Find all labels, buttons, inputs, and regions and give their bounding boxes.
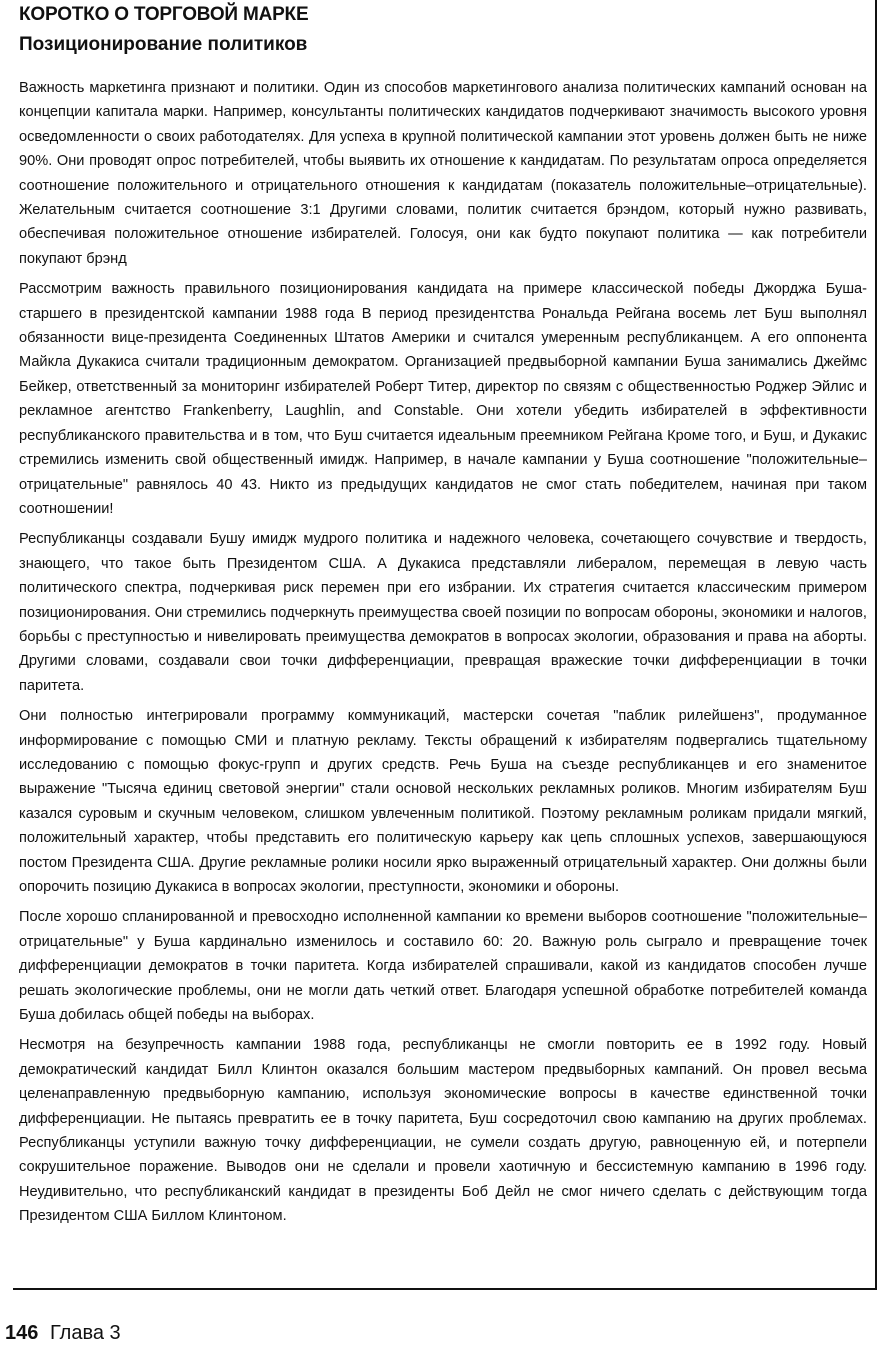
box-body — [19, 76, 867, 1235]
paragraph-4: Они полностью интегрировали программу коммуникаций, мастерски сочетая "паблик рилейшенз", продуманное информирование с помощью СМИ и платную рекламу. Тексты обращений к избирателям подвергались тщательному исследованию с помощью фокус-групп и других средств. Речь Буша на съезде республиканцев и его знаменитое выражение "Тысяча единиц световой энергии" стали основой нескольких рекламных роликов. Многим избирателям Буш казался суровым и скучным человеком, слишком увлеченным политикой. Поэтому рекламным роликам придали мягкий, положительный характер, чтобы представить его политическую карьеру как цепь сплошных успехов, завершающуюся постом Президента США. Другие рекламные ролики носили ярко выраженный отрицательный характер. Они должны были опорочить позицию Дукакиса в вопросах экологии, преступности, экономики и обороны. — [19, 708, 867, 895]
box-title: Позиционирование политиков — [19, 34, 308, 55]
paragraph-1: Важность маркетинга признают и политики. Один из способов маркетингового анализа политических кампаний основан на концепции капитала марки. Например, консультанты политических кандидатов подчеркивают значимость высокого уровня осведомленности о своих работодателях. Для успеха в крупной политической кампании этот уровень должен быть не ниже 90%. Они проводят опрос потребителей, чтобы выявить их отношение к кандидатам. По результатам опроса определяется соотношение положительного и отрицательного отношения к кандидатам (показатель положительные–отрицательные). Желательным считается соотношение 3:1 Другими словами, политик считается брэндом, который нужно развивать, обеспечивая положительное отношение избирателей. Голосуя, они как будто покупают политика — как потребители покупают брэнд — [19, 80, 867, 267]
paragraph-3: Республиканцы создавали Бушу имидж мудрого политика и надежного человека, сочетающего сочувствие и твердость, знающего, что такое быть Президентом США. А Дукакиса представляли либералом, перемещая в левую часть политического спектра, подчеркивая риск перемен при его избрании. Их стратегия считается классическим примером позиционирования. Они стремились подчеркнуть преимущества своей позиции по вопросам обороны, экономики и налогов, борьбы с преступностью и нивелировать преимущества демократов в вопросах экологии, образования и права на аборты. Другими словами, создавали свои точки дифференциации, превращая вражеские точки дифференциации в точки паритета. — [19, 531, 867, 694]
page-number: 146 — [5, 1322, 39, 1344]
chapter-label: Глава 3 — [49, 1322, 121, 1344]
paragraph-5: После хорошо спланированной и превосходно исполненной кампании ко времени выборов соотношение "положительные–отрицательные" у Буша кардинально изменилось и составило 60: 20. Важную роль сыграло и превращение точек дифференциации демократов в точки паритета. Когда избирателей спрашивали, какой из кандидатов способен лучше решать экологические проблемы, они не могли дать четкий ответ. Благодаря успешной обработке потребителей команда Буша добилась общей победы на выборах. — [19, 909, 867, 1024]
section-kicker: КОРОТКО О ТОРГОВОЙ МАРКЕ — [19, 4, 309, 25]
page-footer — [5, 1322, 121, 1345]
paragraph-6: Несмотря на безупречность кампании 1988 года, республиканцы не смогли повторить ее в 1992 году. Новый демократический кандидат Билл Клинтон оказался большим мастером предвыборных кампаний. Он провел весьма целенаправленную предвыборную кампанию, используя экономические вопросы в качестве единственной точки дифференциации. Не пытаясь превратить ее в точку паритета, Буш сосредоточил свою кампанию на других проблемах. Республиканцы уступили важную точку дифференциации, не сумели создать другую, равноценную ей, и потерпели сокрушительное поражение. Выводов они не сделали и провели хаотичную и бессистемную кампанию в 1996 году. Неудивительно, что республиканский кандидат в президенты Боб Дейл не смог ничего сделать с действующим тогда Президентом США Биллом Клинтоном. — [19, 1037, 867, 1225]
paragraph-2: Рассмотрим важность правильного позиционирования кандидата на примере классической победы Джорджа Буша-старшего в президентской кампании 1988 года В период президентства Рональда Рейгана восемь лет Буш выполнял обязанности вице-президента Соединенных Штатов Америки и считался умеренным республиканцем. А его оппонента Майкла Дукакиса считали традиционным демократом. Организацией предвыборной кампании Буша занимались Джеймс Бейкер, ответственный за мониторинг избирателей Роберт Титер, директор по связям с общественностью Роджер Эйлис и рекламное агентство Frankenberry, Laughlin, and Constable. Они хотели убедить избирателей в эффективности республиканского правительства и в том, что Буш считается идеальным преемником Рейгана Кроме того, и Буш, и Дукакис стремились изменить свой общественный имидж. Например, в начале кампании у Буша соотношение "положительные–отрицательные" равнялось 40 43. Никто из предыдущих кандидатов не смог стать победителем, начиная при таком соотношении! — [19, 281, 867, 517]
